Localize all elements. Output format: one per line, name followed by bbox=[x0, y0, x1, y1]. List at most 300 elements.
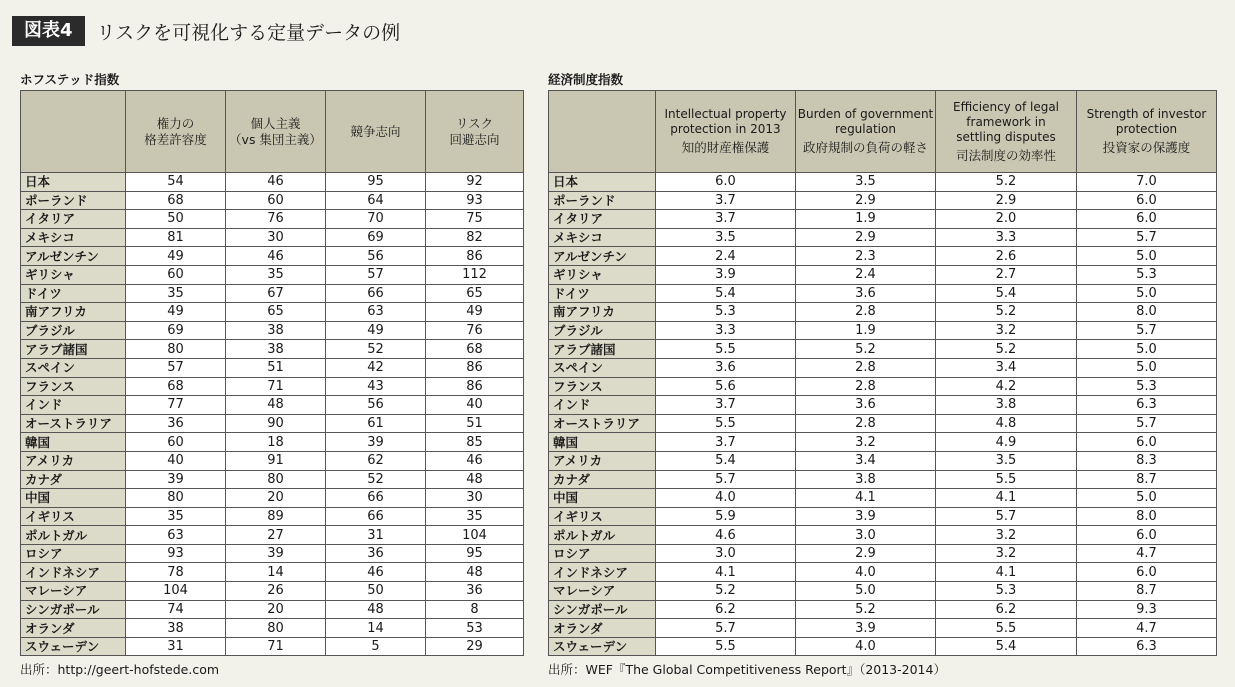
header-japanese: 投資家の保護度 bbox=[1102, 140, 1191, 155]
value-cell: 6.2 bbox=[936, 600, 1077, 619]
country-name: ドイツ bbox=[21, 284, 126, 303]
country-name: 日本 bbox=[21, 173, 126, 192]
table-row bbox=[549, 228, 1217, 247]
country-name: ロシア bbox=[21, 544, 126, 563]
country-name: スペイン bbox=[21, 358, 126, 377]
figure-title: リスクを可視化する定量データの例 bbox=[96, 21, 401, 44]
country-name: アラブ諸国 bbox=[21, 340, 126, 359]
value-cell: 5.4 bbox=[656, 451, 796, 470]
table-row bbox=[549, 563, 1217, 582]
value-cell: 35 bbox=[126, 284, 226, 303]
table-row bbox=[549, 582, 1217, 601]
table-row bbox=[549, 451, 1217, 470]
value-cell: 2.4 bbox=[656, 247, 796, 266]
value-cell: 40 bbox=[426, 396, 524, 415]
value-cell: 6.3 bbox=[1077, 637, 1217, 656]
value-cell: 5.7 bbox=[1077, 321, 1217, 340]
value-cell: 49 bbox=[126, 247, 226, 266]
value-cell: 3.8 bbox=[936, 396, 1077, 415]
value-cell: 5.7 bbox=[1077, 228, 1217, 247]
value-cell: 52 bbox=[326, 340, 426, 359]
value-cell: 61 bbox=[326, 414, 426, 433]
value-cell: 5 bbox=[326, 637, 426, 656]
country-name: マレーシア bbox=[549, 582, 656, 601]
value-cell: 60 bbox=[126, 433, 226, 452]
value-cell: 4.9 bbox=[936, 433, 1077, 452]
table-row bbox=[549, 358, 1217, 377]
country-name: ポーランド bbox=[549, 191, 656, 210]
table-row bbox=[21, 358, 524, 377]
value-cell: 5.5 bbox=[656, 637, 796, 656]
value-cell: 26 bbox=[226, 582, 326, 601]
table-row bbox=[21, 191, 524, 210]
value-cell: 81 bbox=[126, 228, 226, 247]
value-cell: 71 bbox=[226, 377, 326, 396]
value-cell: 2.9 bbox=[796, 228, 936, 247]
value-cell: 3.6 bbox=[796, 284, 936, 303]
value-cell: 4.8 bbox=[936, 414, 1077, 433]
table-row bbox=[21, 284, 524, 303]
value-cell: 6.0 bbox=[1077, 433, 1217, 452]
value-cell: 3.2 bbox=[936, 526, 1077, 545]
country-name: オーストラリア bbox=[21, 414, 126, 433]
value-cell: 38 bbox=[126, 619, 226, 638]
value-cell: 39 bbox=[126, 470, 226, 489]
column-header: リスク 回避志向 bbox=[426, 91, 524, 173]
value-cell: 18 bbox=[226, 433, 326, 452]
value-cell: 91 bbox=[226, 451, 326, 470]
value-cell: 5.0 bbox=[1077, 358, 1217, 377]
value-cell: 38 bbox=[226, 340, 326, 359]
table-row bbox=[21, 563, 524, 582]
value-cell: 71 bbox=[226, 637, 326, 656]
column-header: 競争志向 bbox=[326, 91, 426, 173]
value-cell: 5.4 bbox=[656, 284, 796, 303]
country-name: ギリシャ bbox=[549, 265, 656, 284]
wef-source: 出所：WEF『The Global Competitiveness Report』（2013-2014） bbox=[548, 662, 946, 677]
country-name: アラブ諸国 bbox=[549, 340, 656, 359]
value-cell: 2.8 bbox=[796, 414, 936, 433]
table-row bbox=[21, 600, 524, 619]
value-cell: 5.0 bbox=[1077, 284, 1217, 303]
value-cell: 80 bbox=[226, 470, 326, 489]
value-cell: 4.7 bbox=[1077, 544, 1217, 563]
value-cell: 8.7 bbox=[1077, 582, 1217, 601]
value-cell: 93 bbox=[426, 191, 524, 210]
table-row bbox=[21, 451, 524, 470]
value-cell: 3.7 bbox=[656, 210, 796, 229]
value-cell: 2.8 bbox=[796, 358, 936, 377]
value-cell: 4.0 bbox=[656, 489, 796, 508]
value-cell: 5.9 bbox=[656, 507, 796, 526]
value-cell: 5.5 bbox=[656, 414, 796, 433]
country-name: 韓国 bbox=[21, 433, 126, 452]
value-cell: 49 bbox=[326, 321, 426, 340]
column-header: 権力の 格差許容度 bbox=[126, 91, 226, 173]
figure-header bbox=[12, 16, 400, 46]
value-cell: 70 bbox=[326, 210, 426, 229]
figure-label: 図表4 bbox=[12, 16, 85, 46]
value-cell: 51 bbox=[426, 414, 524, 433]
value-cell: 65 bbox=[226, 303, 326, 322]
value-cell: 57 bbox=[326, 265, 426, 284]
value-cell: 27 bbox=[226, 526, 326, 545]
value-cell: 5.7 bbox=[936, 507, 1077, 526]
column-header bbox=[796, 91, 936, 173]
country-name: 南アフリカ bbox=[549, 303, 656, 322]
value-cell: 46 bbox=[226, 173, 326, 192]
value-cell: 2.3 bbox=[796, 247, 936, 266]
table-row bbox=[549, 284, 1217, 303]
value-cell: 35 bbox=[126, 507, 226, 526]
table-row bbox=[549, 489, 1217, 508]
value-cell: 6.0 bbox=[1077, 563, 1217, 582]
value-cell: 67 bbox=[226, 284, 326, 303]
value-cell: 20 bbox=[226, 600, 326, 619]
value-cell: 29 bbox=[426, 637, 524, 656]
country-name: アルゼンチン bbox=[21, 247, 126, 266]
value-cell: 8.3 bbox=[1077, 451, 1217, 470]
country-name: ポーランド bbox=[21, 191, 126, 210]
value-cell: 3.8 bbox=[796, 470, 936, 489]
country-name: 日本 bbox=[549, 173, 656, 192]
value-cell: 14 bbox=[226, 563, 326, 582]
table-row bbox=[549, 637, 1217, 656]
value-cell: 63 bbox=[326, 303, 426, 322]
value-cell: 2.9 bbox=[936, 191, 1077, 210]
value-cell: 5.5 bbox=[656, 340, 796, 359]
value-cell: 5.5 bbox=[936, 470, 1077, 489]
table-row bbox=[21, 544, 524, 563]
value-cell: 2.6 bbox=[936, 247, 1077, 266]
table-row bbox=[21, 321, 524, 340]
value-cell: 2.0 bbox=[936, 210, 1077, 229]
value-cell: 39 bbox=[226, 544, 326, 563]
value-cell: 5.2 bbox=[796, 340, 936, 359]
value-cell: 64 bbox=[326, 191, 426, 210]
value-cell: 3.6 bbox=[656, 358, 796, 377]
country-name: アメリカ bbox=[549, 451, 656, 470]
wef-header-row bbox=[549, 91, 1217, 173]
table-row bbox=[549, 544, 1217, 563]
country-name: ブラジル bbox=[549, 321, 656, 340]
value-cell: 3.0 bbox=[656, 544, 796, 563]
value-cell: 3.4 bbox=[936, 358, 1077, 377]
value-cell: 36 bbox=[126, 414, 226, 433]
value-cell: 104 bbox=[426, 526, 524, 545]
value-cell: 95 bbox=[326, 173, 426, 192]
table-row bbox=[21, 228, 524, 247]
value-cell: 1.9 bbox=[796, 321, 936, 340]
hofstede-source: 出所：http://geert-hofstede.com bbox=[20, 662, 220, 677]
value-cell: 80 bbox=[226, 619, 326, 638]
value-cell: 49 bbox=[426, 303, 524, 322]
value-cell: 5.3 bbox=[1077, 377, 1217, 396]
table-row bbox=[549, 600, 1217, 619]
table-row bbox=[549, 396, 1217, 415]
table-row bbox=[21, 265, 524, 284]
corner-cell bbox=[549, 91, 656, 173]
value-cell: 63 bbox=[126, 526, 226, 545]
table-row bbox=[549, 414, 1217, 433]
value-cell: 5.2 bbox=[936, 173, 1077, 192]
value-cell: 86 bbox=[426, 358, 524, 377]
value-cell: 43 bbox=[326, 377, 426, 396]
table-row bbox=[21, 433, 524, 452]
country-name: ポルトガル bbox=[21, 526, 126, 545]
value-cell: 68 bbox=[126, 191, 226, 210]
table-row bbox=[21, 377, 524, 396]
country-name: オランダ bbox=[21, 619, 126, 638]
table-row bbox=[549, 433, 1217, 452]
value-cell: 92 bbox=[426, 173, 524, 192]
table-row bbox=[549, 526, 1217, 545]
value-cell: 46 bbox=[226, 247, 326, 266]
value-cell: 86 bbox=[426, 247, 524, 266]
table-row bbox=[21, 210, 524, 229]
table-row bbox=[21, 303, 524, 322]
value-cell: 2.4 bbox=[796, 265, 936, 284]
value-cell: 5.7 bbox=[1077, 414, 1217, 433]
value-cell: 31 bbox=[126, 637, 226, 656]
country-name: フランス bbox=[21, 377, 126, 396]
country-name: メキシコ bbox=[549, 228, 656, 247]
table-row bbox=[21, 247, 524, 266]
table-row bbox=[21, 582, 524, 601]
country-name: ロシア bbox=[549, 544, 656, 563]
value-cell: 5.0 bbox=[796, 582, 936, 601]
value-cell: 76 bbox=[226, 210, 326, 229]
value-cell: 5.2 bbox=[656, 582, 796, 601]
value-cell: 3.7 bbox=[656, 433, 796, 452]
value-cell: 8.0 bbox=[1077, 507, 1217, 526]
table-row bbox=[21, 414, 524, 433]
table-row bbox=[549, 340, 1217, 359]
value-cell: 2.9 bbox=[796, 544, 936, 563]
value-cell: 3.9 bbox=[656, 265, 796, 284]
country-name: カナダ bbox=[21, 470, 126, 489]
value-cell: 60 bbox=[226, 191, 326, 210]
table-row bbox=[21, 489, 524, 508]
value-cell: 3.5 bbox=[796, 173, 936, 192]
value-cell: 48 bbox=[426, 563, 524, 582]
country-name: メキシコ bbox=[21, 228, 126, 247]
value-cell: 4.0 bbox=[796, 637, 936, 656]
value-cell: 20 bbox=[226, 489, 326, 508]
table-row bbox=[21, 470, 524, 489]
value-cell: 65 bbox=[426, 284, 524, 303]
value-cell: 3.2 bbox=[796, 433, 936, 452]
value-cell: 3.7 bbox=[656, 396, 796, 415]
value-cell: 4.1 bbox=[656, 563, 796, 582]
value-cell: 2.7 bbox=[936, 265, 1077, 284]
value-cell: 9.3 bbox=[1077, 600, 1217, 619]
value-cell: 4.0 bbox=[796, 563, 936, 582]
country-name: アルゼンチン bbox=[549, 247, 656, 266]
value-cell: 4.6 bbox=[656, 526, 796, 545]
table-row bbox=[549, 247, 1217, 266]
table-row bbox=[549, 303, 1217, 322]
value-cell: 52 bbox=[326, 470, 426, 489]
country-name: スウェーデン bbox=[21, 637, 126, 656]
value-cell: 56 bbox=[326, 247, 426, 266]
table-row bbox=[549, 377, 1217, 396]
value-cell: 66 bbox=[326, 489, 426, 508]
country-name: カナダ bbox=[549, 470, 656, 489]
value-cell: 14 bbox=[326, 619, 426, 638]
value-cell: 5.7 bbox=[656, 470, 796, 489]
value-cell: 62 bbox=[326, 451, 426, 470]
country-name: イタリア bbox=[21, 210, 126, 229]
table-row bbox=[21, 507, 524, 526]
value-cell: 56 bbox=[326, 396, 426, 415]
value-cell: 8.7 bbox=[1077, 470, 1217, 489]
value-cell: 3.6 bbox=[796, 396, 936, 415]
table-row bbox=[549, 619, 1217, 638]
table-row bbox=[549, 321, 1217, 340]
header-english: Intellectual property protection in 2013 bbox=[664, 107, 787, 136]
value-cell: 1.9 bbox=[796, 210, 936, 229]
value-cell: 4.1 bbox=[796, 489, 936, 508]
value-cell: 6.0 bbox=[1077, 191, 1217, 210]
value-cell: 53 bbox=[426, 619, 524, 638]
value-cell: 6.0 bbox=[1077, 526, 1217, 545]
value-cell: 76 bbox=[426, 321, 524, 340]
value-cell: 5.3 bbox=[1077, 265, 1217, 284]
value-cell: 3.2 bbox=[936, 321, 1077, 340]
value-cell: 66 bbox=[326, 284, 426, 303]
value-cell: 5.0 bbox=[1077, 489, 1217, 508]
value-cell: 80 bbox=[126, 340, 226, 359]
country-name: フランス bbox=[549, 377, 656, 396]
value-cell: 31 bbox=[326, 526, 426, 545]
value-cell: 38 bbox=[226, 321, 326, 340]
country-name: イギリス bbox=[21, 507, 126, 526]
value-cell: 48 bbox=[426, 470, 524, 489]
hofstede-table bbox=[20, 90, 524, 656]
country-name: シンガポール bbox=[549, 600, 656, 619]
value-cell: 75 bbox=[426, 210, 524, 229]
value-cell: 35 bbox=[226, 265, 326, 284]
table-row bbox=[21, 173, 524, 192]
country-name: インドネシア bbox=[549, 563, 656, 582]
value-cell: 77 bbox=[126, 396, 226, 415]
country-name: アメリカ bbox=[21, 451, 126, 470]
table-row bbox=[549, 210, 1217, 229]
country-name: 中国 bbox=[21, 489, 126, 508]
value-cell: 8 bbox=[426, 600, 524, 619]
value-cell: 90 bbox=[226, 414, 326, 433]
value-cell: 48 bbox=[226, 396, 326, 415]
value-cell: 5.2 bbox=[936, 303, 1077, 322]
country-name: スウェーデン bbox=[549, 637, 656, 656]
value-cell: 39 bbox=[326, 433, 426, 452]
header-english: Efficiency of legal framework in settling disputes bbox=[952, 99, 1060, 144]
value-cell: 36 bbox=[326, 544, 426, 563]
value-cell: 49 bbox=[126, 303, 226, 322]
table-row bbox=[549, 191, 1217, 210]
value-cell: 35 bbox=[426, 507, 524, 526]
value-cell: 2.8 bbox=[796, 377, 936, 396]
value-cell: 5.6 bbox=[656, 377, 796, 396]
value-cell: 50 bbox=[326, 582, 426, 601]
column-header bbox=[656, 91, 796, 173]
value-cell: 85 bbox=[426, 433, 524, 452]
value-cell: 4.7 bbox=[1077, 619, 1217, 638]
table-row bbox=[549, 173, 1217, 192]
value-cell: 68 bbox=[126, 377, 226, 396]
country-name: イギリス bbox=[549, 507, 656, 526]
value-cell: 3.5 bbox=[936, 451, 1077, 470]
country-name: ブラジル bbox=[21, 321, 126, 340]
country-name: イタリア bbox=[549, 210, 656, 229]
table-row bbox=[21, 637, 524, 656]
value-cell: 46 bbox=[326, 563, 426, 582]
country-name: 南アフリカ bbox=[21, 303, 126, 322]
value-cell: 5.3 bbox=[656, 303, 796, 322]
value-cell: 50 bbox=[126, 210, 226, 229]
column-header bbox=[936, 91, 1077, 173]
value-cell: 68 bbox=[426, 340, 524, 359]
table-row bbox=[21, 396, 524, 415]
country-name: 中国 bbox=[549, 489, 656, 508]
value-cell: 6.2 bbox=[656, 600, 796, 619]
value-cell: 5.4 bbox=[936, 284, 1077, 303]
value-cell: 7.0 bbox=[1077, 173, 1217, 192]
column-header bbox=[1077, 91, 1217, 173]
hofstede-section-title: ホフステッド指数 bbox=[20, 72, 120, 87]
value-cell: 4.1 bbox=[936, 489, 1077, 508]
value-cell: 5.4 bbox=[936, 637, 1077, 656]
value-cell: 89 bbox=[226, 507, 326, 526]
value-cell: 78 bbox=[126, 563, 226, 582]
country-name: ドイツ bbox=[549, 284, 656, 303]
value-cell: 5.0 bbox=[1077, 340, 1217, 359]
value-cell: 6.3 bbox=[1077, 396, 1217, 415]
table-row bbox=[21, 526, 524, 545]
value-cell: 69 bbox=[126, 321, 226, 340]
value-cell: 40 bbox=[126, 451, 226, 470]
corner-cell bbox=[21, 91, 126, 173]
value-cell: 5.5 bbox=[936, 619, 1077, 638]
column-header: 個人主義 （vs 集団主義） bbox=[226, 91, 326, 173]
value-cell: 4.2 bbox=[936, 377, 1077, 396]
value-cell: 3.0 bbox=[796, 526, 936, 545]
value-cell: 5.2 bbox=[936, 340, 1077, 359]
value-cell: 2.8 bbox=[796, 303, 936, 322]
header-english: Burden of government regulation bbox=[797, 107, 934, 136]
wef-section-title: 経済制度指数 bbox=[548, 72, 624, 87]
value-cell: 69 bbox=[326, 228, 426, 247]
country-name: ギリシャ bbox=[21, 265, 126, 284]
value-cell: 6.0 bbox=[656, 173, 796, 192]
value-cell: 82 bbox=[426, 228, 524, 247]
hofstede-header-row bbox=[21, 91, 524, 173]
value-cell: 60 bbox=[126, 265, 226, 284]
value-cell: 54 bbox=[126, 173, 226, 192]
table-row bbox=[549, 265, 1217, 284]
value-cell: 3.9 bbox=[796, 507, 936, 526]
value-cell: 3.3 bbox=[936, 228, 1077, 247]
country-name: オランダ bbox=[549, 619, 656, 638]
table-row bbox=[549, 470, 1217, 489]
country-name: シンガポール bbox=[21, 600, 126, 619]
country-name: インド bbox=[21, 396, 126, 415]
value-cell: 95 bbox=[426, 544, 524, 563]
value-cell: 42 bbox=[326, 358, 426, 377]
value-cell: 30 bbox=[226, 228, 326, 247]
table-row bbox=[549, 507, 1217, 526]
